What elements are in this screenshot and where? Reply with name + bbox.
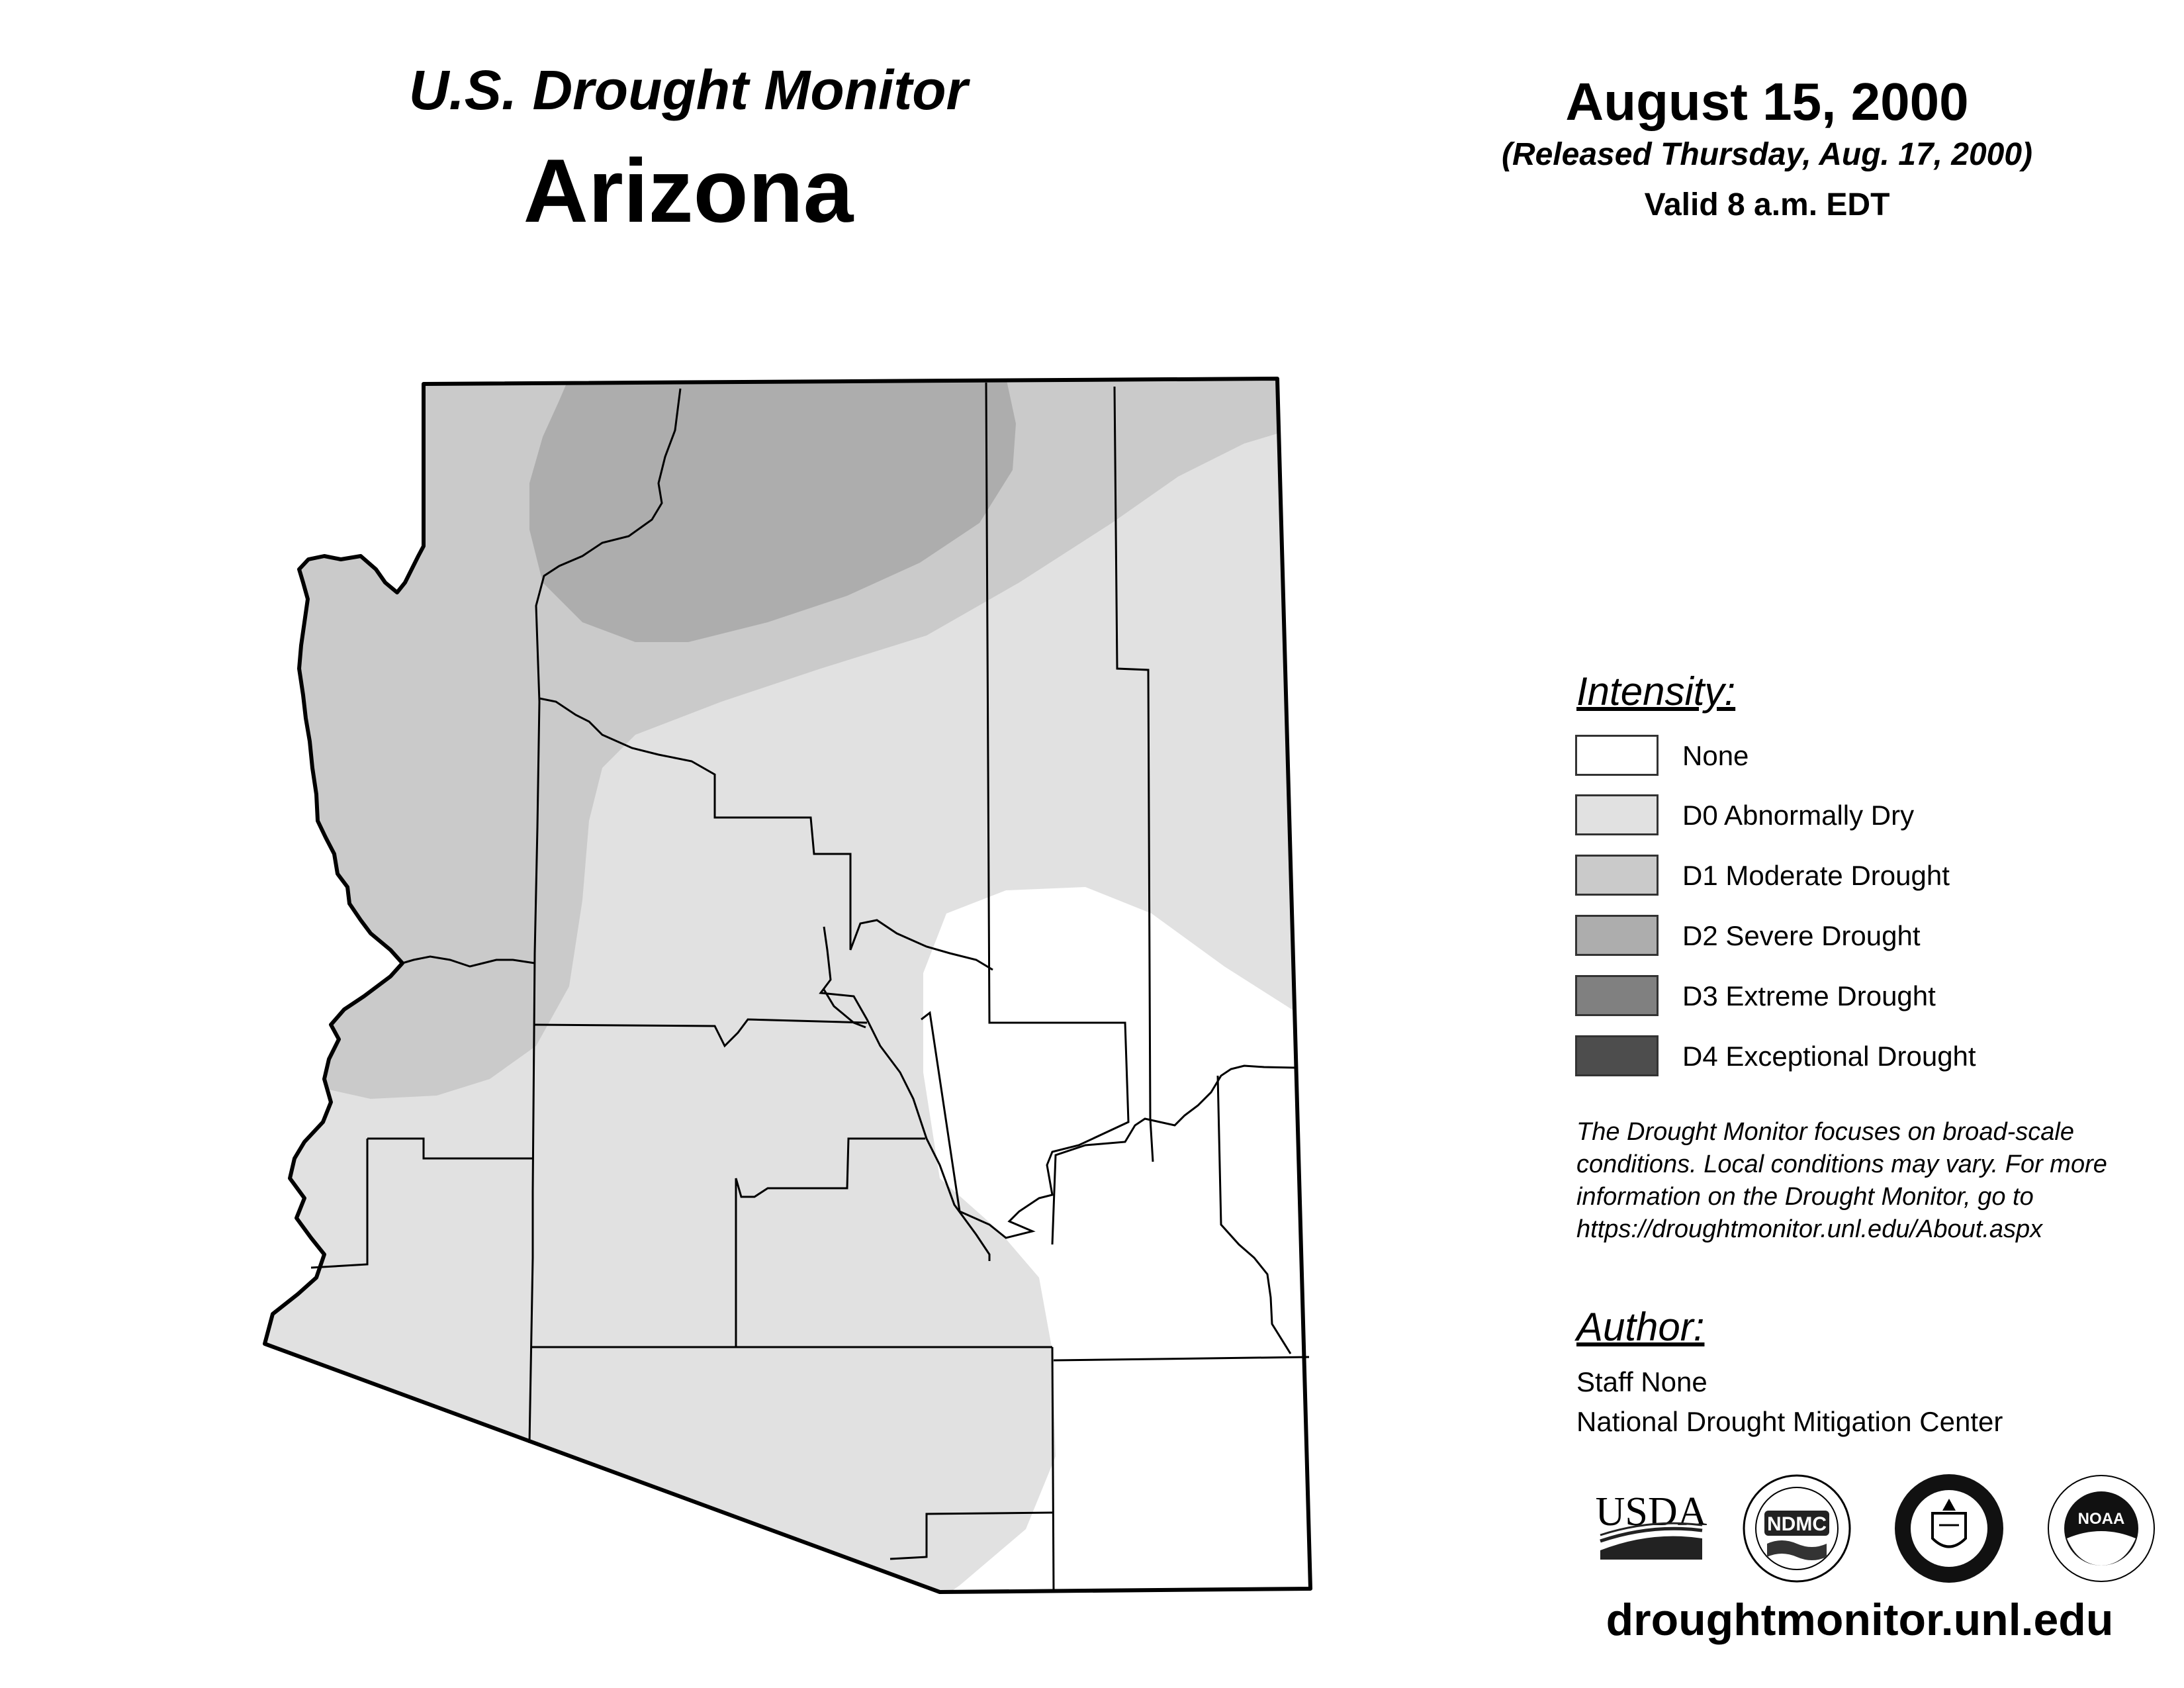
release-date: (Released Thursday, Aug. 17, 2000) <box>1501 137 2033 172</box>
legend-swatch-none <box>1575 735 1659 776</box>
legend-swatch-d3 <box>1575 975 1659 1016</box>
legend-item-d2 <box>1575 915 2105 959</box>
website-link[interactable]: droughtmonitor.unl.edu <box>1606 1595 2114 1645</box>
usda-logo <box>1595 1472 1707 1585</box>
author-heading: Author: <box>1576 1305 1705 1349</box>
drought-areas <box>199 331 1390 1655</box>
legend-heading: Intensity: <box>1576 669 1736 714</box>
legend-label: D3 Extreme Drought <box>1682 980 1936 1011</box>
legend-label: D2 Severe Drought <box>1682 920 1921 951</box>
usda-logo-text: USDA <box>1595 1489 1707 1534</box>
author-name: Staff None <box>1576 1366 1707 1397</box>
map-state-title: Arizona <box>523 140 854 241</box>
commerce-seal-logo <box>1893 1472 2005 1585</box>
legend-label: D4 Exceptional Drought <box>1682 1041 1976 1072</box>
legend-swatch-d4 <box>1575 1035 1659 1076</box>
legend-item-d0 <box>1575 794 2105 838</box>
legend-item-none <box>1575 735 2105 778</box>
map-date: August 15, 2000 <box>1565 72 1969 131</box>
valid-time: Valid 8 a.m. EDT <box>1644 187 1890 222</box>
ndmc-logo-text: NDMC <box>1767 1513 1827 1535</box>
legend-label: D0 Abnormally Dry <box>1682 800 1915 831</box>
legend-item-d3 <box>1575 975 2105 1019</box>
legend-item-d1 <box>1575 855 2105 898</box>
legend-label: D1 Moderate Drought <box>1682 860 1950 891</box>
legend-swatch-d0 <box>1575 794 1659 835</box>
noaa-logo <box>2045 1472 2158 1585</box>
legend-label: None <box>1682 740 1749 771</box>
legend-item-d4 <box>1575 1035 2105 1079</box>
legend-swatch-d1 <box>1575 855 1659 896</box>
legend-swatch-d2 <box>1575 915 1659 956</box>
disclaimer-note: The Drought Monitor focuses on broad-scale conditions. Local conditions may vary. For more information on the Drought Monitor, go to https://droughtmonitor.unl.edu/About.aspx <box>1576 1118 2107 1243</box>
map-product-title: U.S. Drought Monitor <box>408 59 968 121</box>
ndmc-logo <box>1741 1472 1853 1585</box>
county-line <box>1052 1347 1054 1592</box>
author-organization: National Drought Mitigation Center <box>1576 1406 2003 1437</box>
noaa-logo-text: NOAA <box>2077 1510 2125 1528</box>
usda-hills-icon <box>1600 1536 1702 1560</box>
